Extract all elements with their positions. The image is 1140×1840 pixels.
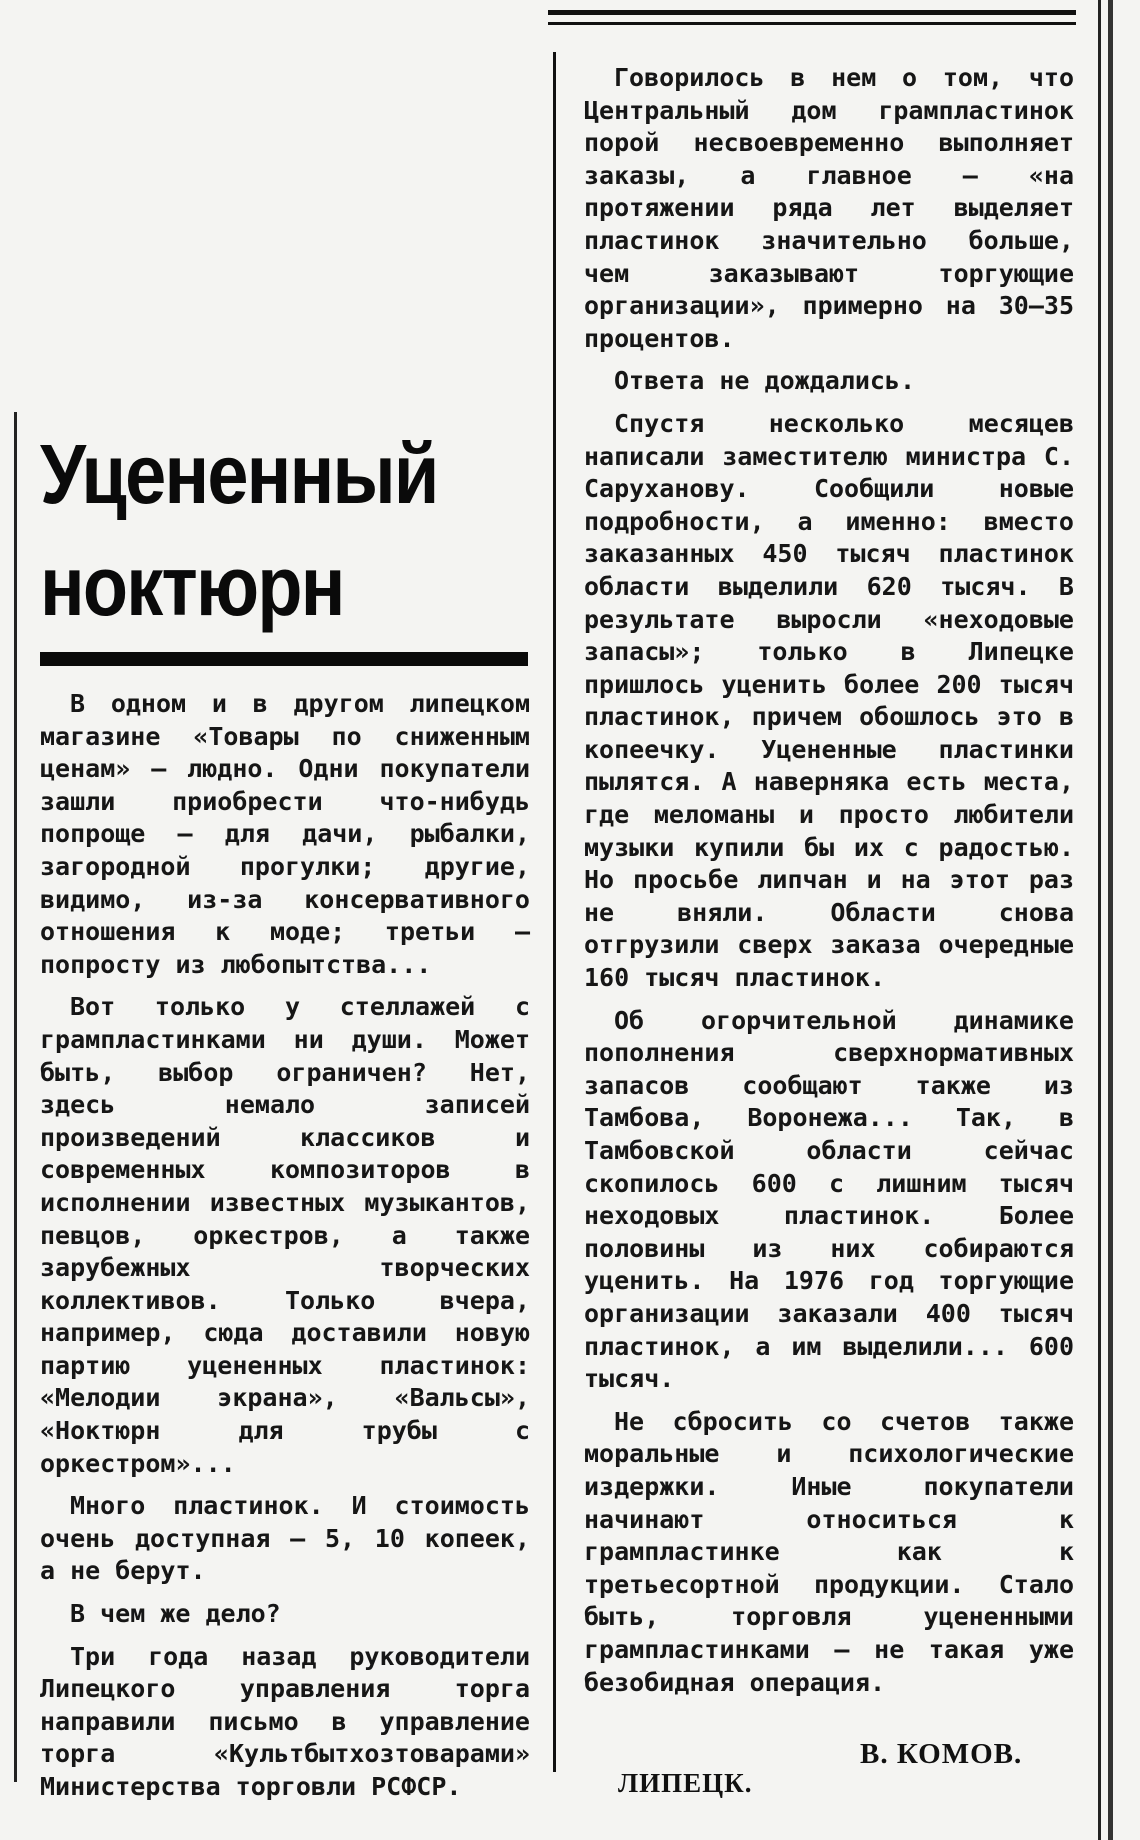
headline-line-2: ноктюрн xyxy=(40,539,344,633)
article-headline xyxy=(40,418,480,642)
dateline: ЛИПЕЦК. xyxy=(618,1768,753,1798)
page-edge-rule-thick xyxy=(1108,0,1113,1840)
paragraph: Не сбросить со счетов также моральные и психологические издержки. Иные покупатели начинают относиться к грампластинке как к третьесортной продукции. Стало быть, торговля уцененными грампластинками — не такая уже безобидная операция. xyxy=(584,1406,1074,1697)
headline-line-1: Уцененный xyxy=(40,427,438,521)
paragraph: Вот только у стеллажей с грампластинками ни души. Может быть, выбор ограничен? Нет, здесь немало записей произведений классиков и современных композиторов в исполнении известных музыкантов, певцов, оркестров, а также зарубежных творческих коллективов. Только вчера, например, сюда доставили новую партию уцененных пластинок: «Мелодии экрана», «Вальсы», «Ноктюрн для трубы с оркестром»... xyxy=(40,992,530,1478)
paragraph: В одном и в другом липецком магазине «Товары по сниженным ценам» — людно. Одни покупатели зашли приобрести что-нибудь попроще — для дачи, рыбалки, загородной прогулки; другие, видимо, из-за консервативного отношения к моде; третьи — попросту из любопытства... xyxy=(40,689,530,979)
paragraph: Ответа не дождались. xyxy=(614,366,916,396)
column-divider xyxy=(553,52,556,1772)
left-column xyxy=(40,688,530,1814)
top-double-rule-thin xyxy=(548,22,1076,25)
paragraph: Об огорчительной динамике пополнения сверхнормативных запасов сообщают также из Тамбова, Воронежа... Так, в Тамбовской области сейчас скопилось 600 с лишним тысяч неходовых пластинок. Более половины из них собираются уценить. На 1976 год торгующие организации заказали 400 тысяч пластинок, а им выделили... 600 тысяч. xyxy=(584,1005,1074,1394)
left-margin-rule xyxy=(14,412,17,1782)
paragraph: Говорилось в нем о том, что Центральный дом грампластинок порой несвоевременно выполняет заказы, а главное — «на протяжении ряда лет выделяет пластинок значительно больше, чем заказывают торгующие организации», примерно на 30—35 процентов. xyxy=(584,63,1074,353)
paragraph: В чем же дело? xyxy=(70,1599,281,1629)
right-column xyxy=(584,62,1074,1709)
page-edge-rule xyxy=(1098,0,1101,1840)
paragraph: Спустя несколько месяцев написали заместителю министра С. Саруханову. Сообщили новые подробности, а именно: вместо заказанных 450 тысяч пластинок области выделили 620 тысяч. В результате выросли «неходовые запасы»; только в Липецке пришлось уценить более 200 тысяч пластинок, причем обошлось это в копеечку. Уцененные пластинки пылятся. А наверняка есть места, где меломаны и просто любители музыки купили бы их с радостью. Но просьбе липчан и на этот раз не вняли. Области снова отгрузили сверх заказа очередные 160 тысяч пластинок. xyxy=(584,408,1074,993)
author-signature: В. КОМОВ. xyxy=(860,1738,1023,1770)
paragraph: Много пластинок. И стоимость очень доступная — 5, 10 копеек, а не берут. xyxy=(40,1491,530,1586)
paragraph: Три года назад руководители Липецкого управления торга направили письмо в управление торга «Культбытхозтоварами» Министерства торговли РСФСР. xyxy=(40,1641,530,1801)
headline-rule xyxy=(40,652,528,666)
top-double-rule xyxy=(548,10,1076,15)
